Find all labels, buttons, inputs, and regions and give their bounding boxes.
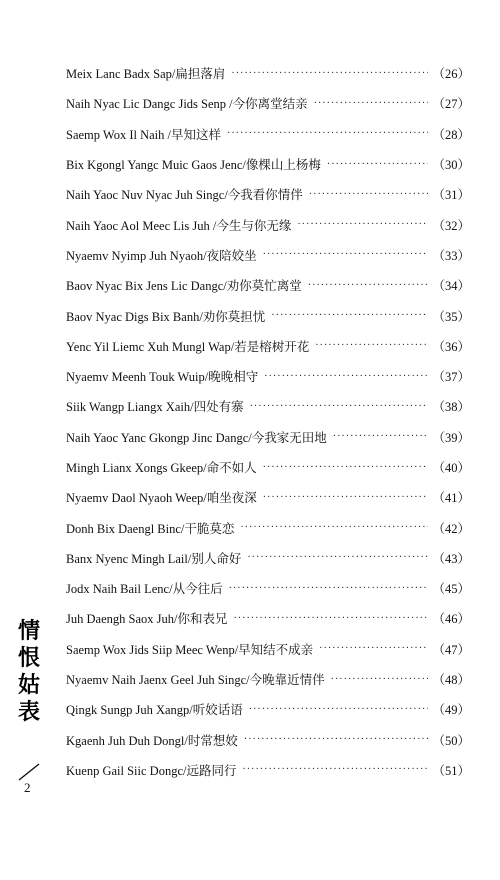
- toc-entry[interactable]: [66, 331, 470, 361]
- book-side-title: [14, 618, 44, 726]
- side-title-char: 恨: [17, 646, 40, 671]
- toc-entry-title: Jodx Naih Bail Lenc/从今往后: [66, 582, 223, 597]
- toc-entry-title: Naih Yaoc Nuv Nyac Juh Singc/今我看你情伴: [66, 188, 303, 203]
- toc-entry[interactable]: [66, 240, 470, 270]
- toc-entry-title: Baov Nyac Digs Bix Banh/劝你莫担忧: [66, 309, 266, 324]
- toc-entry[interactable]: [66, 179, 470, 209]
- toc-entry[interactable]: [66, 452, 470, 482]
- dot-leader: [297, 219, 428, 230]
- toc-entry-page: （37）: [432, 370, 470, 385]
- toc-entry-page: （35）: [432, 309, 470, 324]
- toc-entry-page: （33）: [432, 248, 470, 263]
- toc-entry[interactable]: [66, 391, 470, 421]
- toc-entry-title: Bix Kgongl Yangc Muic Gaos Jenc/像棵山上杨梅: [66, 158, 321, 173]
- toc-entry[interactable]: [66, 58, 470, 88]
- dot-leader: [315, 340, 428, 351]
- toc-entry-page: （34）: [432, 279, 470, 294]
- toc-entry-title: Donh Bix Daengl Binc/干脆莫恋: [66, 521, 235, 536]
- toc-entry-page: （50）: [432, 733, 470, 748]
- toc-entry[interactable]: [66, 725, 470, 755]
- toc-entry-page: （43）: [432, 551, 470, 566]
- toc-entry-title: Nyaemv Nyimp Juh Nyaoh/夜陪姣坐: [66, 248, 257, 263]
- toc-entry-title: Baov Nyac Bix Jens Lic Dangc/劝你莫忙离堂: [66, 279, 302, 294]
- dot-leader: [309, 189, 429, 200]
- toc-entry[interactable]: [66, 482, 470, 512]
- dot-leader: [263, 462, 429, 473]
- toc-entry[interactable]: [66, 270, 470, 300]
- toc-entry-title: Naih Nyac Lic Dangc Jids Senp /今你离堂结亲: [66, 97, 308, 112]
- toc-entry-page: （51）: [432, 763, 470, 778]
- side-title-char: 情: [17, 619, 40, 644]
- toc-entry[interactable]: [66, 300, 470, 330]
- toc-entry[interactable]: [66, 119, 470, 149]
- toc-entry[interactable]: [66, 634, 470, 664]
- toc-entry-page: （47）: [432, 642, 470, 657]
- toc-entry[interactable]: [66, 149, 470, 179]
- toc-entry-page: （40）: [432, 461, 470, 475]
- dot-leader: [247, 552, 428, 563]
- toc-entry-page: （48）: [432, 673, 470, 688]
- dot-leader: [244, 734, 429, 745]
- toc-entry-title: Banx Nyenc Mingh Lail/别人命好: [66, 551, 242, 566]
- toc-entry-page: （32）: [432, 218, 470, 233]
- toc-entry-title: Yenc Yil Liemc Xuh Mungl Wap/若是榕树开花: [66, 339, 310, 354]
- toc-entry-page: （28）: [432, 127, 470, 142]
- toc-entry-page: （27）: [432, 97, 470, 112]
- dot-leader: [263, 492, 429, 503]
- toc-entry-page: （36）: [432, 339, 470, 354]
- dot-leader: [308, 280, 429, 291]
- dot-leader: [227, 128, 428, 139]
- side-title-char: 姑: [17, 673, 40, 698]
- dot-leader: [240, 522, 428, 533]
- toc-entry-title: Meix Lanc Badx Sap/扁担落肩: [66, 67, 226, 82]
- dot-leader: [271, 310, 428, 321]
- dot-leader: [319, 643, 428, 654]
- toc-entry[interactable]: [66, 603, 470, 633]
- toc-entry-title: Juh Daengh Saox Juh/你和表兄: [66, 612, 228, 627]
- dot-leader: [233, 613, 428, 624]
- dot-leader: [327, 159, 429, 170]
- toc-entry-page: （26）: [432, 67, 470, 82]
- dot-leader: [264, 371, 428, 382]
- toc-entry-title: Nyaemv Meenh Touk Wuip/晚晚相守: [66, 370, 259, 385]
- toc-entry[interactable]: [66, 512, 470, 542]
- toc-entry-title: Kgaenh Juh Duh Dongl/时常想姣: [66, 733, 238, 748]
- page-number: 2: [24, 780, 31, 795]
- toc-entry-page: （42）: [432, 521, 470, 536]
- toc-entry[interactable]: [66, 361, 470, 391]
- toc-entry-title: Siik Wangp Liangx Xaih/四处有寨: [66, 400, 244, 415]
- toc-entry-title: Mingh Lianx Xongs Gkeep/命不如人: [66, 461, 257, 475]
- decorative-slash-icon: [16, 762, 42, 782]
- toc-entry-title: Qingk Sungp Juh Xangp/听姣话语: [66, 703, 243, 718]
- toc-entry[interactable]: [66, 694, 470, 724]
- dot-leader: [242, 764, 428, 775]
- toc-entry-title: Naih Yaoc Aol Meec Lis Juh /今生与你无缘: [66, 218, 292, 233]
- toc-entry[interactable]: [66, 543, 470, 573]
- dot-leader: [333, 431, 429, 442]
- dot-leader: [229, 583, 429, 594]
- toc-entry-page: （38）: [432, 400, 470, 415]
- dot-leader: [263, 249, 429, 260]
- toc-entry[interactable]: [66, 755, 470, 785]
- toc-entry[interactable]: [66, 88, 470, 118]
- toc-entry-page: （31）: [432, 188, 470, 203]
- toc-entry[interactable]: [66, 422, 470, 452]
- toc-entry-page: （39）: [432, 430, 470, 445]
- toc-entry[interactable]: [66, 209, 470, 239]
- toc-entry-title: Kuenp Gail Siic Dongc/远路同行: [66, 763, 237, 778]
- toc-entry-title: Nyaemv Naih Jaenx Geel Juh Singc/今晚靠近情伴: [66, 673, 325, 688]
- dot-leader: [249, 704, 429, 715]
- table-of-contents: [66, 58, 470, 785]
- toc-entry-page: （49）: [432, 703, 470, 718]
- dot-leader: [231, 68, 428, 79]
- toc-entry-title: Naih Yaoc Yanc Gkongp Jinc Dangc/今我家无田地: [66, 430, 327, 445]
- toc-entry-title: Saemp Wox Il Naih /早知这样: [66, 127, 221, 142]
- dot-leader: [331, 674, 429, 685]
- toc-entry[interactable]: [66, 573, 470, 603]
- toc-entry-title: Saemp Wox Jids Siip Meec Wenp/早知结不成亲: [66, 642, 314, 657]
- dot-leader: [314, 98, 429, 109]
- toc-entry-page: （30）: [432, 158, 470, 173]
- toc-entry-page: （46）: [432, 612, 470, 627]
- toc-entry-title: Nyaemv Daol Nyaoh Weep/咱坐夜深: [66, 491, 257, 506]
- toc-entry-page: （45）: [432, 582, 470, 597]
- dot-leader: [250, 401, 429, 412]
- toc-entry[interactable]: [66, 664, 470, 694]
- toc-entry-page: （41）: [432, 491, 470, 506]
- side-title-char: 表: [17, 700, 40, 725]
